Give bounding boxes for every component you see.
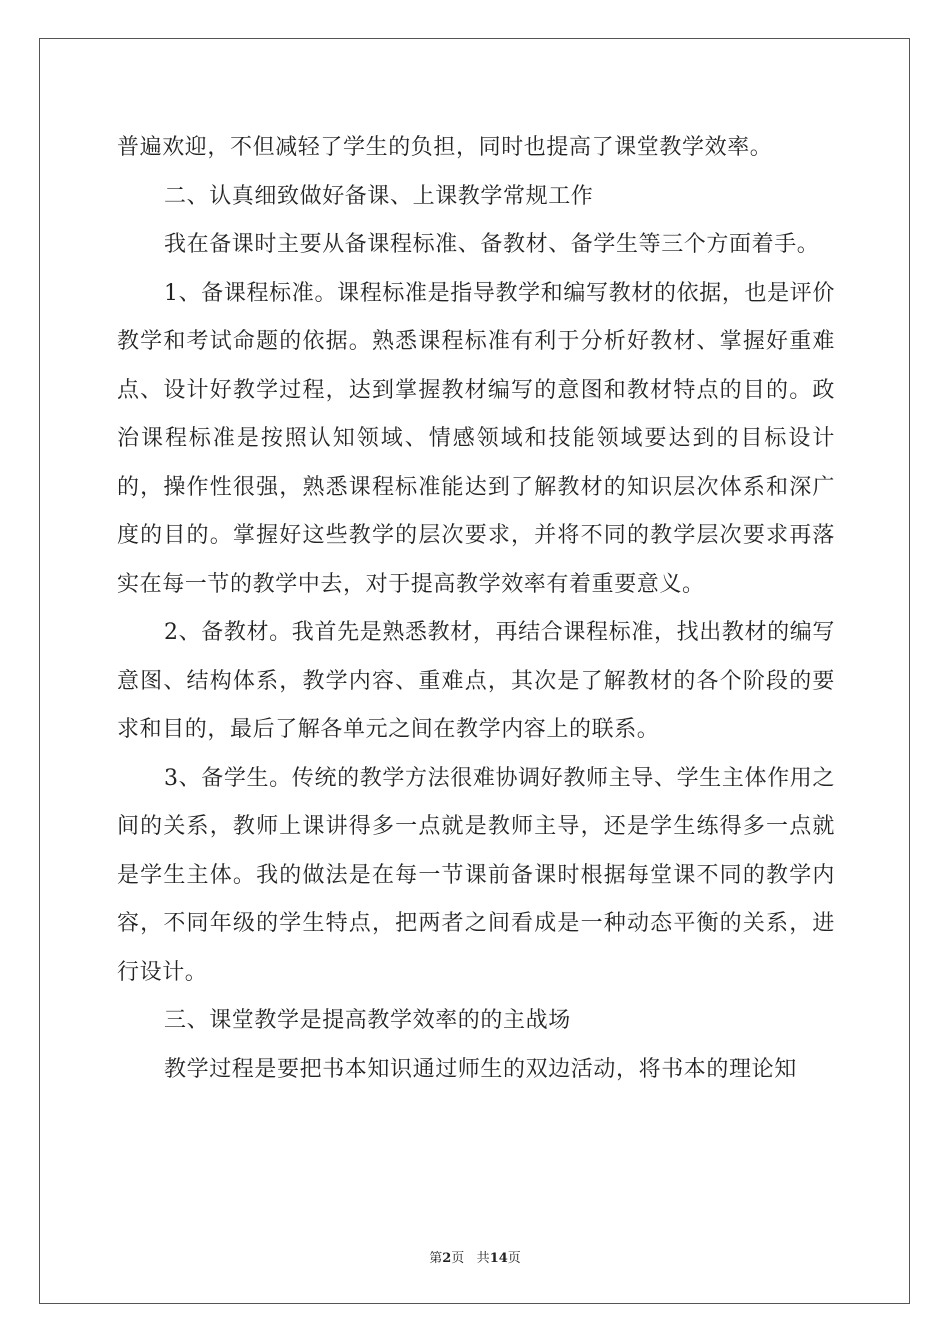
footer-total-pages: 14 bbox=[489, 1251, 508, 1266]
footer-page-number: 2 bbox=[442, 1251, 452, 1266]
footer-page-suffix: 页 bbox=[451, 1251, 465, 1266]
section-heading-2: 二、认真细致做好备课、上课教学常规工作 bbox=[164, 183, 594, 209]
paragraph-4: 1、备课程标准。课程标准是指导教学和编写教材的依据，也是评价教学和考试命题的依据。熟悉课程标准有利于分析好教材、掌握好重难点、设计好教学过程，达到掌握教材编写的意图和教材特点的目的。政治课程标准是按照认知领域、情感领域和技能领域要达到的目标设计的，操作性很强，熟悉课程标准能达到了解教材的知识层次体系和深广度的目的。掌握好这些教学的层次要求，并将不同的教学层次要求再落实在每一节的教学中去，对于提高教学效率有着重要意义。 bbox=[117, 280, 835, 597]
section-heading-3: 三、课堂教学是提高教学效率的的主战场 bbox=[164, 1008, 571, 1033]
paragraph-3: 我在备课时主要从备课程标准、备教材、备学生等三个方面着手。 bbox=[164, 232, 820, 257]
paragraph-8: 教学过程是要把书本知识通过师生的双边活动，将书本的理论知 bbox=[164, 1056, 797, 1082]
footer-total-prefix: 共 bbox=[476, 1251, 490, 1266]
footer-prefix: 第 bbox=[429, 1251, 443, 1266]
paragraph-1: 普遍欢迎，不但减轻了学生的负担，同时也提高了课堂教学效率。 bbox=[117, 135, 773, 160]
footer-total-suffix: 页 bbox=[507, 1251, 521, 1266]
paragraph-5: 2、备教材。我首先是熟悉教材，再结合课程标准，找出教材的编写意图、结构体系，教学内容、重难点，其次是了解教材的各个阶段的要求和目的，最后了解各单元之间在教学内容上的联系。 bbox=[117, 620, 835, 742]
page-footer bbox=[0, 1247, 950, 1266]
document-body bbox=[117, 124, 835, 1094]
paragraph-6: 3、备学生。传统的教学方法很难协调好教师主导、学生主体作用之间的关系，教师上课讲得多一点就是教师主导，还是学生练得多一点就是学生主体。我的做法是在每一节课前备课时根据每堂课不同的教学内容，不同年级的学生特点，把两者之间看成是一种动态平衡的关系，进行设计。 bbox=[117, 765, 835, 985]
